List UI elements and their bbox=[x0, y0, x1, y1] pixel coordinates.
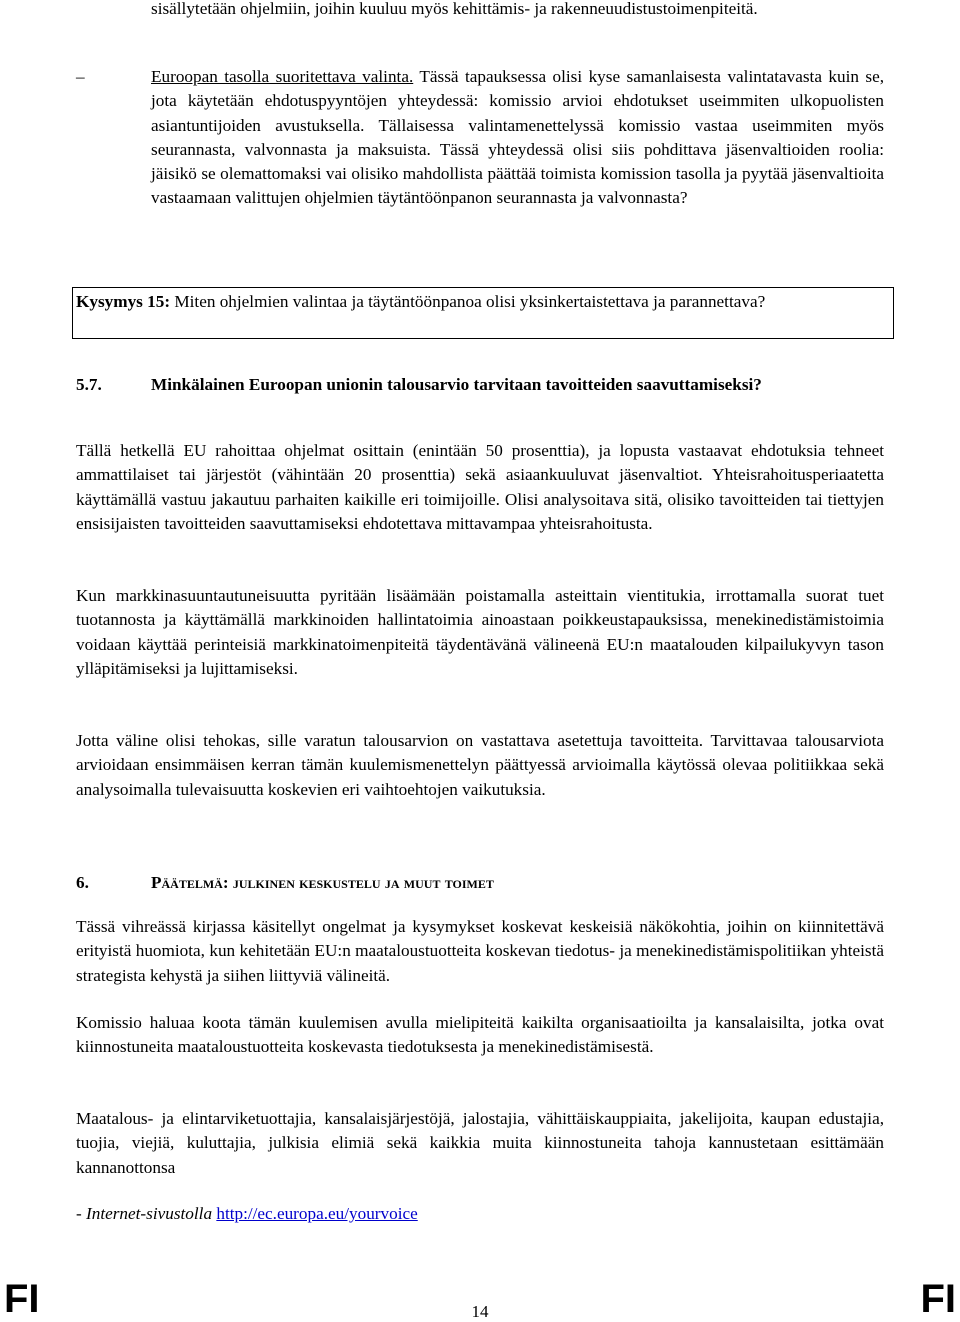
internet-line bbox=[76, 1202, 884, 1226]
question-15 bbox=[76, 290, 884, 314]
bullet-dash: – bbox=[76, 67, 85, 86]
section-6-title: Päätelmä: julkinen keskustelu ja muut toimet bbox=[151, 873, 494, 892]
section-6-number: 6. bbox=[76, 873, 89, 892]
paragraph-stakeholders: Maatalous- ja elintarviketuottajia, kansalaisjärjestöjä, jalostajia, vähittäiskauppiaita, jakelijoita, kaupan edustajia, tuojia, viejiä, kuluttajia, julkisia elimiä sekä kaikkia muita kiinnostuneita tahoja kannustetaan esittämään kannanottonsa bbox=[76, 1109, 884, 1177]
internet-label: - Internet-sivustolla bbox=[76, 1204, 213, 1223]
footer-language-right: FI bbox=[920, 1277, 956, 1321]
paragraph-green-paper: Tässä vihreässä kirjassa käsitellyt ongelmat ja kysymykset koskevat keskeisiä näkökohtia, joihin on kiinnitettävä erityistä huomiota, kun kehitetään EU:n maataloustuotteita koskevan tiedotus- ja menekinedistämispolitiikan yhteistä strategista kehystä ja siihen liittyviä välineitä. bbox=[76, 917, 884, 985]
section-5-7-number: 5.7. bbox=[76, 375, 102, 394]
paragraph-budget: Jotta väline olisi tehokas, sille varatun talousarvion on vastattava asetettuja tavoitteita. Tarvittavaa talousarviota arvioidaan ensimmäisen kerran tämän kuulemismenettelyn päättyessä arvioimalla käytössä olevaa politiikkaa sekä analysoimalla tulevaisuutta koskevien eri vaihtoehtojen vaikutuksia. bbox=[76, 731, 884, 799]
page-number: 14 bbox=[471, 1302, 489, 1321]
yourvoice-link[interactable]: http://ec.europa.eu/yourvoice bbox=[216, 1204, 418, 1223]
footer-language-left: FI bbox=[4, 1277, 40, 1321]
paragraph-consultation: Komissio haluaa koota tämän kuulemisen avulla mielipiteitä kaikilta organisaatioilta ja kansalaisilta, jotka ovat kiinnostuneita maataloustuotteita koskevasta tiedotuksesta ja menekinedistämisestä. bbox=[76, 1013, 884, 1057]
paragraph-cofinancing: Tällä hetkellä EU rahoittaa ohjelmat osittain (enintään 50 prosenttia), ja lopusta vastaavat ehdotuksia tehneet ammattilaiset tai järjestöt (vähintään 20 prosenttia) sekä asiaankuuluvat jäsenvaltiot. Yhteisrahoitusperiaatetta käyttämällä vastuu jakautuu parhaiten kaikille eri toimijoille. Olisi analysoitava sitä, olisiko tavoitteiden tai tiettyjen ensisijaisten tavoitteiden saavuttamiseksi ehdotettava mittavampaa yhteisrahoitusta. bbox=[76, 441, 884, 533]
question-text: Miten ohjelmien valintaa ja täytäntöönpanoa olisi yksinkertaistettava ja parannettava? bbox=[170, 292, 766, 311]
paragraph-market-orientation: Kun markkinasuuntautuneisuutta pyritään lisäämään poistamalla asteittain vientitukia, irrottamalla suorat tuet tuotannosta ja käyttämällä markkinoiden hallintatoimia ainoastaan poikkeustapauksissa, menekinedistämistoimia voidaan käyttää perinteisiä markkinatoimenpiteitä täydentävänä välineenä EU:n maatalouden kilpailukyvyn tason ylläpitämiseksi ja lujittamiseksi. bbox=[76, 586, 884, 678]
question-label: Kysymys 15: bbox=[76, 292, 171, 311]
section-5-7-title: Minkälainen Euroopan unionin talousarvio tarvitaan tavoitteiden saavuttamiseksi? bbox=[151, 375, 762, 394]
paragraph-continuation: sisällytetään ohjelmiin, joihin kuuluu myös kehittämis- ja rakenneuudistustoimenpiteitä. bbox=[151, 0, 758, 18]
eu-selection-text: Tässä tapauksessa olisi kyse samanlaisesta valintatavasta kuin se, jota käytetään ehdotuspyyntöjen yhteydessä: komissio arvioi ehdotukset useimmiten ulkopuolisten asiantuntijoiden avustuksella. Tällaisessa valintamenettelyssä komissio vastaa useimmiten myös seurannasta, valvonnasta ja maksuista. Tässä yhteydessä olisi siis pohdittava jäsenvaltioiden roolia: jäisikö se olemattomaksi vai olisiko mahdollista päättää toimista komission tasolla ja pyytää jäsenvaltioita vastaamaan valittujen ohjelmien täytäntöönpanon seurannasta ja valvonnasta? bbox=[151, 67, 884, 208]
eu-selection-underlined: Euroopan tasolla suoritettava valinta. bbox=[151, 67, 414, 86]
paragraph-eu-selection bbox=[151, 65, 884, 211]
